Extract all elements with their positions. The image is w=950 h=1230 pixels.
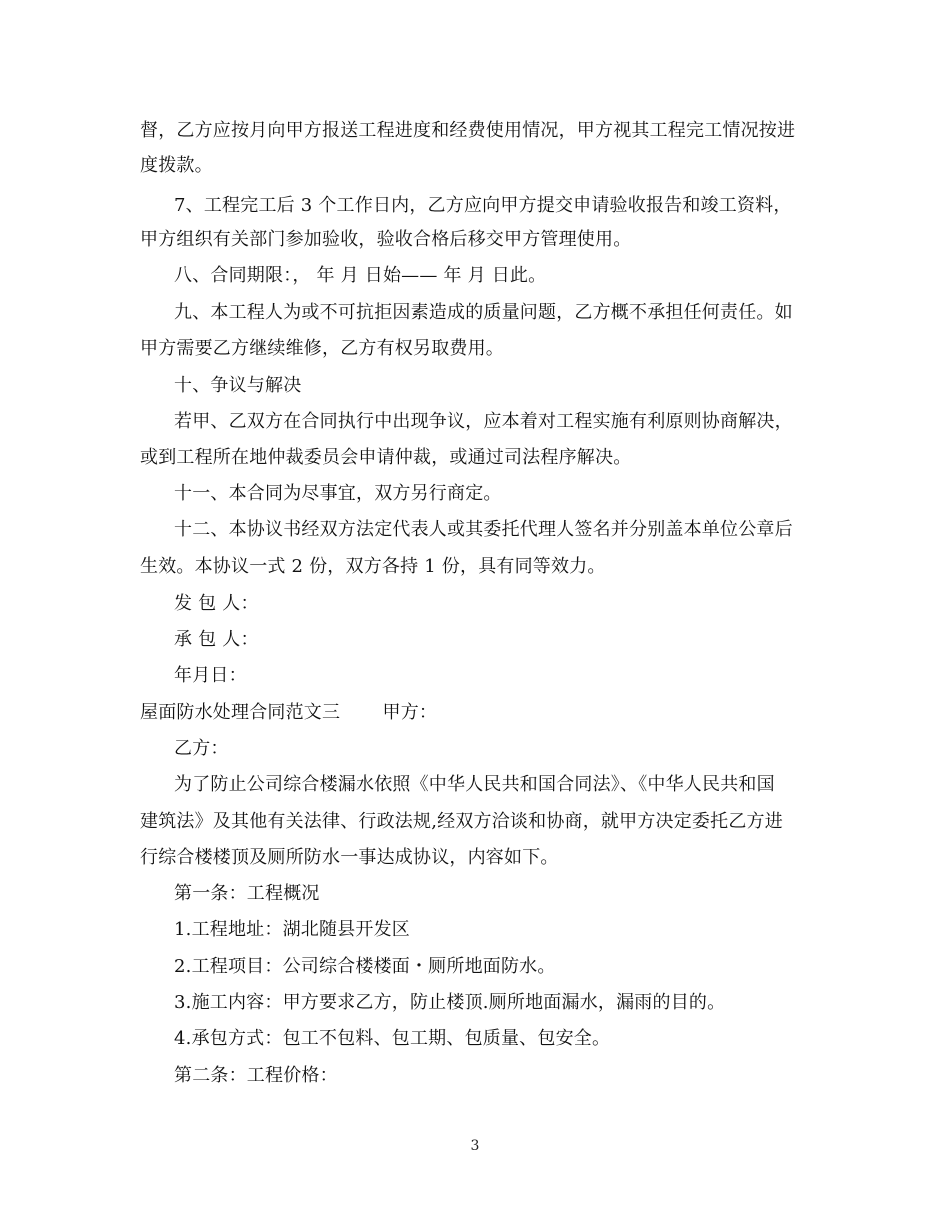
text-line: 度拨款。 bbox=[140, 155, 213, 176]
text-line: 3.施工内容：甲方要求乙方，防止楼顶.厕所地面漏水，漏雨的目的。 bbox=[174, 992, 726, 1013]
text-line: 为了防止公司综合楼漏水依照《中华人民共和国合同法》、《中华人民共和国 bbox=[174, 774, 775, 795]
page-number: 3 bbox=[470, 1138, 480, 1154]
text-line: 或到工程所在地仲裁委员会申请仲裁，或通过司法程序解决。 bbox=[140, 447, 632, 468]
text-line: 7、工程完工后 3 个工作日内，乙方应向甲方提交申请验收报告和竣工资料， bbox=[174, 195, 792, 216]
text-line: 十二、本协议书经双方法定代表人或其委托代理人签名并分别盖本单位公章后 bbox=[174, 519, 793, 540]
text-line: 十一、本合同为尽事宜，双方另行商定。 bbox=[174, 483, 502, 504]
text-line: 甲方需要乙方继续维修，乙方有权另取费用。 bbox=[140, 338, 504, 359]
text-line: 建筑法》及其他有关法律、行政法规,经双方洽谈和协商，就甲方决定委托乙方进 bbox=[140, 811, 783, 832]
text-line: 九、本工程人为或不可抗拒因素造成的质量问题，乙方概不承担任何责任。如 bbox=[174, 302, 793, 323]
signature-field: 发 包 人： bbox=[174, 593, 259, 614]
text-line: 若甲、乙双方在合同执行中出现争议，应本着对工程实施有利原则协商解决， bbox=[174, 411, 793, 432]
text-line: 八、合同期限：， 年 月 日始—— 年 月 日此。 bbox=[174, 265, 547, 286]
section-heading: 第二条：工程价格： bbox=[174, 1065, 338, 1086]
section-heading: 十、争议与解决 bbox=[174, 375, 302, 396]
text-line: 1.工程地址：湖北随县开发区 bbox=[174, 919, 410, 940]
text-line: 生效。本协议一式 2 份，双方各持 1 份，具有同等效力。 bbox=[140, 556, 606, 577]
text-line: 甲方组织有关部门参加验收，验收合格后移交甲方管理使用。 bbox=[140, 229, 632, 250]
signature-field: 承 包 人： bbox=[174, 629, 259, 650]
date-field: 年月日： bbox=[174, 665, 247, 686]
text-line: 行综合楼楼顶及厕所防水一事达成协议，内容如下。 bbox=[140, 847, 559, 868]
text-line: 督，乙方应按月向甲方报送工程进度和经费使用情况，甲方视其工程完工情况按进 bbox=[140, 120, 796, 141]
section-heading: 第一条：工程概况 bbox=[174, 883, 320, 904]
text-line: 4.承包方式：包工不包料、包工期、包质量、包安全。 bbox=[174, 1028, 611, 1049]
document-title: 屋面防水处理合同范文三 甲方： bbox=[140, 702, 438, 723]
party-field: 乙方： bbox=[174, 738, 229, 759]
text-line: 2.工程项目：公司综合楼楼面・厕所地面防水。 bbox=[174, 956, 556, 977]
